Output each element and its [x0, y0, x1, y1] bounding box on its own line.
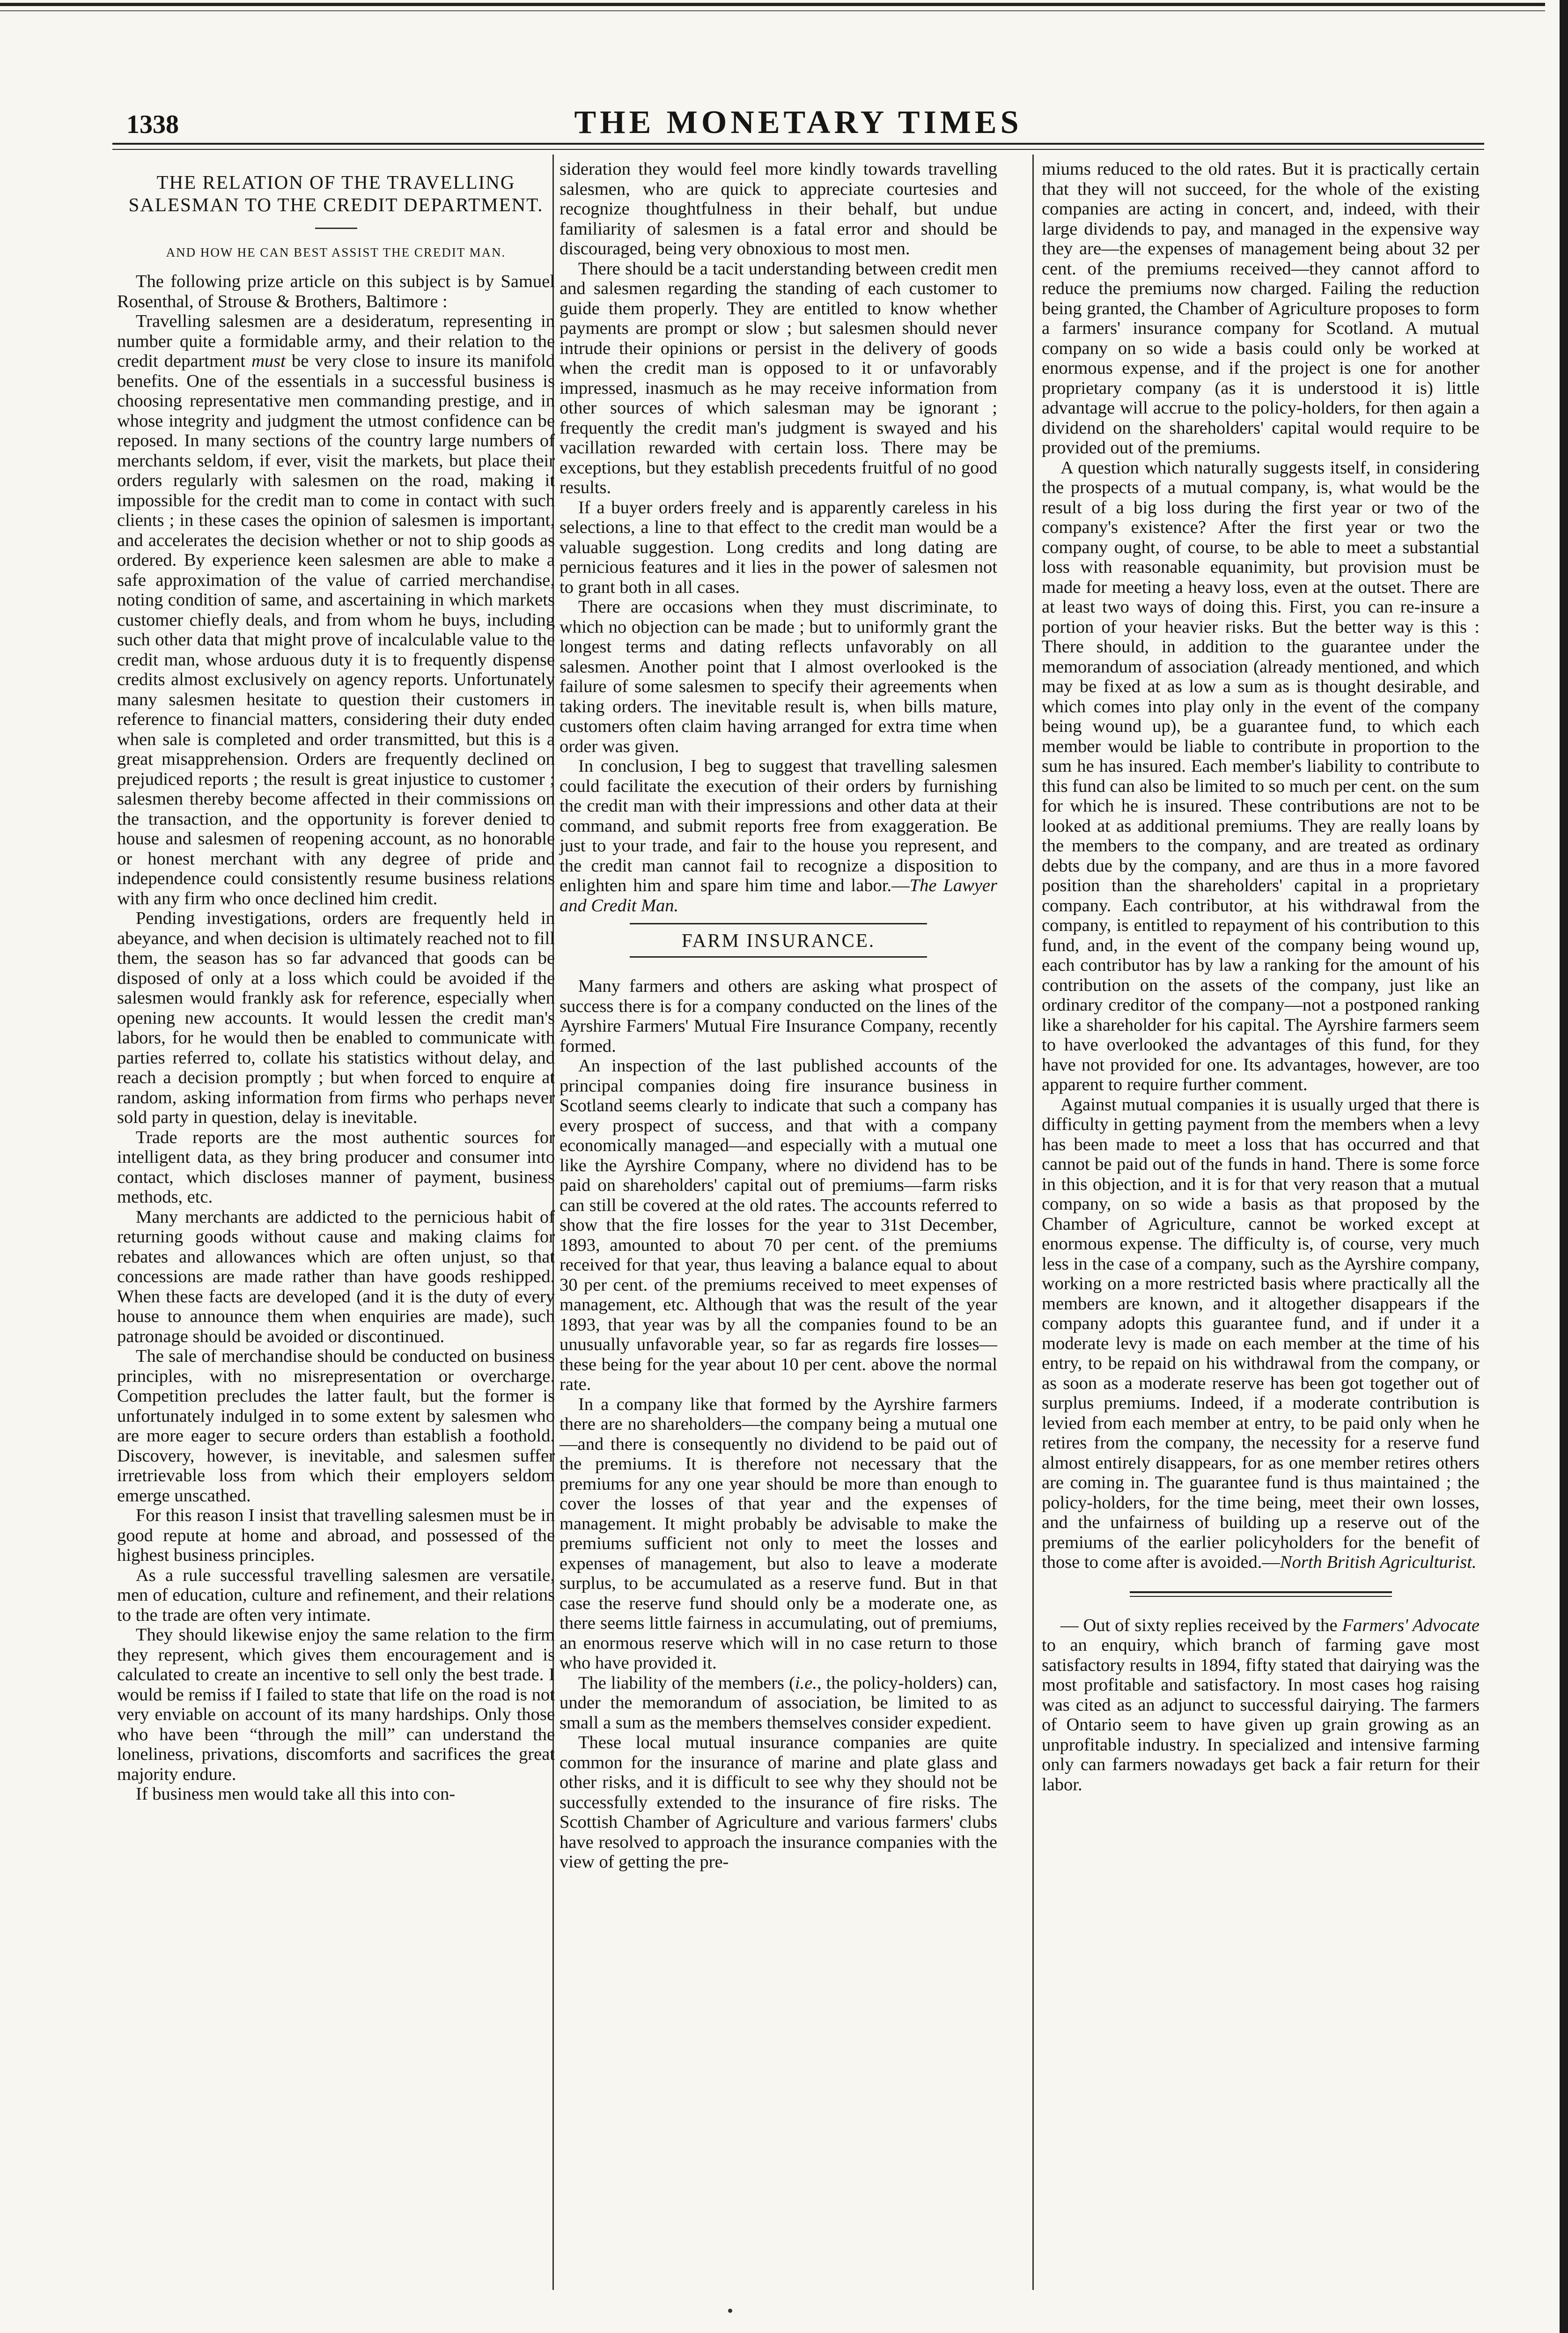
article-title-travelling-salesman: THE RELATION OF THE TRAVELLING SALESMAN TO THE CREDIT DEPARTMENT.: [128, 171, 544, 215]
text-run: Against mutual companies it is usually urged that there is difficulty in getting payment from the members when a levy has been made to meet a loss that has occurred and that cannot be paid out of the funds in hand. There is some force in this objection, and it is for that very reason that a mutual company, on so wide a basis as that proposed by the Chamber of Agriculture, cannot be worked except at enormous expense. The difficulty is, of course, very much less in the case of a company, such as the Ayrshire company, working on a more restricted basis where practically all the members are known, and it altogether disappears if the company adopts this guarantee fund, and if under it a moderate levy is made on each member at the time of his entry, to be repaid on his withdrawal from the company, or as soon as a moderate reserve has been got together out of surplus premiums. Indeed, if a moderate contribution is levied from each member at entry, to be paid only when he retires from the company, the necessity for a reserve fund almost entirely disappears, for as one member retires others are coming in. The guarantee fund is thus maintained ; the policy-holders, for the time being, meet their own losses, and the unfairness of building up a reserve out of the premiums of the earlier policyholders for the benefit of those to come after is avoided.—: [1042, 1094, 1480, 1572]
page-number: 1338: [126, 110, 179, 139]
publication-name: Farmers' Advocate: [1342, 1615, 1480, 1635]
text-run: to an enquiry, which branch of farming gave most satisfactory results in 1894, fifty stated that dairying was the most profitable and satisfactory. In most cases hog raising was cited as an adjunct to successful dairying. The farmers of Ontario seem to have given up grain growing as an unprofitable industry. In specialized and intensive farming only can farmers nowadays get back a fair return for their labor.: [1042, 1635, 1480, 1794]
paragraph: Many farmers and others are asking what prospect of success there is for a company conducted on the lines of the Ayrshire Farmers' Mutual Fire Insurance Company, recently formed.: [559, 976, 997, 1056]
paragraph: If a buyer orders freely and is apparently careless in his selections, a line to that effect to the credit man would be a valuable suggestion. Long credits and long dating are pernicious features and it lies in the power of salesmen not to grant both in all cases.: [559, 497, 997, 597]
text-run: , the policy-holders) can, under the memorandum of association, be limited to as small a sum as the members themselves consider expedient.: [559, 1673, 998, 1733]
paragraph: For this reason I insist that travelling salesmen must be in good repute at home and abroad, and possessed of the highest business principles.: [117, 1506, 555, 1565]
paragraph: [117, 311, 555, 908]
source-citation: The Lawyer and Credit Man.: [559, 876, 997, 915]
source-citation: North British Agriculturist.: [1280, 1552, 1477, 1572]
paragraph: [559, 1673, 997, 1733]
paragraph: If business men would take all this into con-: [136, 1784, 456, 1804]
masthead-title: THE MONETARY TIMES: [574, 104, 1023, 140]
section-divider: [1130, 1591, 1392, 1597]
article-subhead: AND HOW HE CAN BEST ASSIST THE CREDIT MAN.: [166, 245, 506, 259]
article-title-farm-insurance: FARM INSURANCE.: [630, 923, 927, 958]
column-1: [117, 159, 555, 1804]
paragraph: Pending investigations, orders are frequently held in abeyance, and when decision is ultimately reached not to fill them, the season has so far advanced that goods can be disposed of only at a loss which could be avoided if the salesmen would frankly ask for reference, especially when opening new accounts. It would lessen the credit man's labors, for he would then be enabled to communicate with parties referred to, collate his statistics without delay, and reach a decision promptly ; but when forced to enquire at random, asking information from firms who perhaps never sold party in question, delay is inevitable.: [117, 908, 555, 1127]
header-rule: [112, 143, 1484, 145]
paragraph: They should likewise enjoy the same relation to the firm they represent, which gives them encouragement and is calculated to create an incentive to sell only the best trade. I would be remiss if I failed to state that life on the road is not very enviable on account of its many hardships. Only those who have been “through the mill” can understand the loneliness, privations, discomforts and sacrifices the great majority endure.: [117, 1625, 555, 1784]
paragraph: These local mutual insurance companies are quite common for the insurance of marine and plate glass and other risks, and it is difficult to see why they should not be successfully extended to the insurance of fire risks. The Scottish Chamber of Agriculture and various farmers' clubs have resolved to approach the insurance companies with the view of getting the pre-: [559, 1733, 997, 1872]
column-2: [559, 159, 997, 1872]
text-run: Travelling salesmen are a desideratum, representing in number quite a formidable army, and their relation to the credit department: [117, 311, 555, 371]
column-divider-2: [1032, 155, 1034, 2290]
paragraph: There are occasions when they must discriminate, to which no objection can be made ; but to uniformly grant the longest terms and dating reflects unfavorably on all salesmen. Another point that I almost overlooked is the failure of some salesmen to specify their agreements when taking orders. The inevitable result is, when bills mature, customers often claim having arranged for extra time when order was given.: [559, 597, 997, 756]
emphasis: i.e.: [795, 1673, 817, 1693]
paragraph: sideration they would feel more kindly towards travelling salesmen, who are quick to appreciate courtesies and recognize thoughtfulness in their behalf, but undue familiarity of salesmen is a fatal error and should be discouraged, being very obnoxious to most men.: [559, 159, 997, 258]
emphasis: must: [251, 351, 286, 371]
paragraph: A question which naturally suggests itself, in considering the prospects of a mutual company, is, what would be the result of a big loss during the first year or two of the company's existence? After the first year or two the company ought, of course, to be able to meet a substantial loss with reasonable equanimity, but provision must be made for meeting a heavy loss, even at the outset. There are at least two ways of doing this. First, you can re-insure a portion of your heavier risks. But the better way is this : There should, in addition to the guarantee under the memorandum of association (already mentioned, and which may be fixed at as low a sum as is thought desirable, and which comes into play only in the event of the company being wound up), be a guarantee fund, to which each member would be liable to contribute in proportion to the sum he has insured. Each member's liability to contribute to this fund can also be limited to so much per cent. on the sum for which he is insured. These contributions are not to be looked at as additional premiums. They are really loans by the members to the company, and are treated as ordinary debts due by the company, and are thus in a more favored position than the shareholders' capital in a proprietary company. Each contributor, at his withdrawal from the company, is entitled to repayment of his contribution to this fund, and, in the event of the company being wound up, each contributor has by law a ranking for the amount of his contribution on the assets of the company, just like an ordinary creditor of the company—not a postponed ranking like a shareholder for his capital. The Ayrshire farmers seem to have overlooked the advantages of this fund, for they have not provided for one. Its advantages, however, are too apparent to require further comment.: [1042, 458, 1480, 1094]
paragraph: [1042, 1616, 1480, 1795]
paragraph: There should be a tacit understanding between credit men and salesmen regarding the standing of each customer to guide them properly. They are entitled to know whether payments are prompt or slow ; but salesmen should never intrude their opinions or persist in the delivery of goods when the credit man is opposed to it or unfavorably impressed, inasmuch as he may receive information from other sources of which salesman may be ignorant ; frequently the credit man's judgment is swayed and his vacillation rewarded with certain loss. There may be exceptions, but they establish precedents fruitful of no good results.: [559, 258, 997, 497]
paragraph: An inspection of the last published accounts of the principal companies doing fire insurance business in Scotland seems clearly to indicate that such a company has every prospect of success, and that with a company economically managed—and especially with a mutual one like the Ayrshire Company, where no dividend has to be paid on shareholders' capital out of premiums—farm risks can still be covered at the old rates. The accounts referred to show that the fire losses for the year to 31st December, 1893, amounted to about 70 per cent. of the premiums received for that year, thus leaving a balance equal to about 30 per cent. of the premiums received to meet expenses of management, etc. Although that was the result of the year 1893, that year was by all the companies found to be an unusually unfavorable year, so far as regards fire losses—these being for the year about 10 per cent. above the normal rate.: [559, 1056, 997, 1394]
page-header: [112, 104, 1484, 146]
paragraph: In a company like that formed by the Ayrshire farmers there are no shareholders—the company being a mutual one—and there is consequently no dividend to be paid out of the premiums. It is therefore not necessary that the premiums for any one year should be more than enough to cover the losses of that year and the expenses of management. It might probably be advisable to make the premiums sufficient not only to meet the losses and expenses of management, but also to leave a moderate surplus, to be accumulated as a reserve fund. But in that case the reserve fund should only be a moderate one, as there seems little fairness in accumulating, out of premiums, an enormous reserve which will in no case return to those who have provided it.: [559, 1394, 997, 1673]
paragraph: Trade reports are the most authentic sources for intelligent data, as they bring producer and consumer into contact, which discloses manner of payment, business methods, etc.: [117, 1127, 555, 1207]
column-3: [1042, 159, 1480, 1794]
text-run: be very close to insure its manifold benefits. One of the essentials in a successful business is choosing representative men commanding prestige, and in whose integrity and judgment the utmost confidence can be reposed. In many sections of the country large numbers of merchants seldom, if ever, visit the markets, but place their orders regularly with salesmen on the road, making it impossible for the credit man to come in contact with such clients ; in these cases the opinion of salesmen is important, and accelerates the decision whether or not to ship goods as ordered. By experience keen salesmen are able to make a safe approximation of the value of carried merchandise, noting condition of same, and ascertaining in which markets customer chiefly deals, and from whom he buys, including such other data that might prove of incalculable value to the credit man, whose arduous duty it is to frequently dispense credits almost exclusively on agency reports. Unfortunately many salesmen hesitate to question their customers in reference to financial matters, considering their duty ended when sale is completed and order transmitted, but this is a great misapprehension. Orders are frequently declined on prejudiced reports ; the result is great injustice to customer ; salesmen thereby become affected in their commissions on the transaction, and the opportunity is forever denied to house and salesmen of reopening account, as no honorable or honest merchant with any degree of pride and independence could consistently resume business relations with any firm who once declined him credit.: [117, 351, 555, 908]
paragraph: The following prize article on this subject is by Samuel Rosenthal, of Strouse & Brothers, Baltimore :: [117, 272, 555, 311]
paragraph: The sale of merchandise should be conducted on business principles, with no misrepresentation or overcharge. Competition precludes the latter fault, but the former is unfortunately indulged in to some extent by salesmen who are more eager to secure orders than establish a foothold. Discovery, however, is inevitable, and salesmen suffer irretrievable loss from which their employers seldom emerge unscathed.: [117, 1346, 555, 1506]
text-run: — Out of sixty replies received by the: [1060, 1615, 1342, 1635]
print-speck: [728, 2309, 732, 2313]
paragraph: [1042, 1095, 1480, 1573]
title-rule: [315, 228, 357, 229]
paragraph: miums reduced to the old rates. But it is practically certain that they will not succeed, for the whole of the existing companies are acting in concert, and, indeed, with their large dividends to pay, and managed in the expensive way they are—the expenses of management being about 32 per cent. of the premiums received—they cannot afford to reduce the premiums now charged. Failing the reduction being granted, the Chamber of Agriculture proposes to form a farmers' insurance company for Scotland. A mutual company on so wide a basis could only be worked at enormous expense, and if the project is one for another proprietary company (as it is understood it is) little advantage will accrue to the policy-holders, for then again a dividend on the shareholders' capital would require to be provided out of the premiums.: [1042, 159, 1480, 458]
paragraph: As a rule successful travelling salesmen are versatile, men of education, culture and refinement, and their relations to the trade are often very intimate.: [117, 1565, 555, 1625]
top-border-rule: [0, 3, 1545, 6]
paragraph: [559, 756, 997, 915]
text-run: In conclusion, I beg to suggest that travelling salesmen could facilitate the execution of their orders by furnishing the credit man with their impressions and other data at their command, and submit reports free from exaggeration. Be just to your trade, and fair to the house you represent, and the credit man cannot fail to recognize a disposition to enlighten him and spare him time and labor.—: [559, 756, 997, 895]
page-edge-shadow: [1560, 0, 1568, 2333]
top-border-rule-thin: [0, 10, 1545, 11]
text-run: The liability of the members (: [578, 1673, 795, 1693]
paragraph: Many merchants are addicted to the pernicious habit of returning goods without cause and making claims for rebates and allowances which are often unjust, so that concessions are made rather than have goods reshipped. When these facts are developed (and it is the duty of every house to announce them when enquiries are made), such patronage should be avoided or discontinued.: [117, 1207, 555, 1346]
header-rule-thin: [112, 149, 1484, 150]
